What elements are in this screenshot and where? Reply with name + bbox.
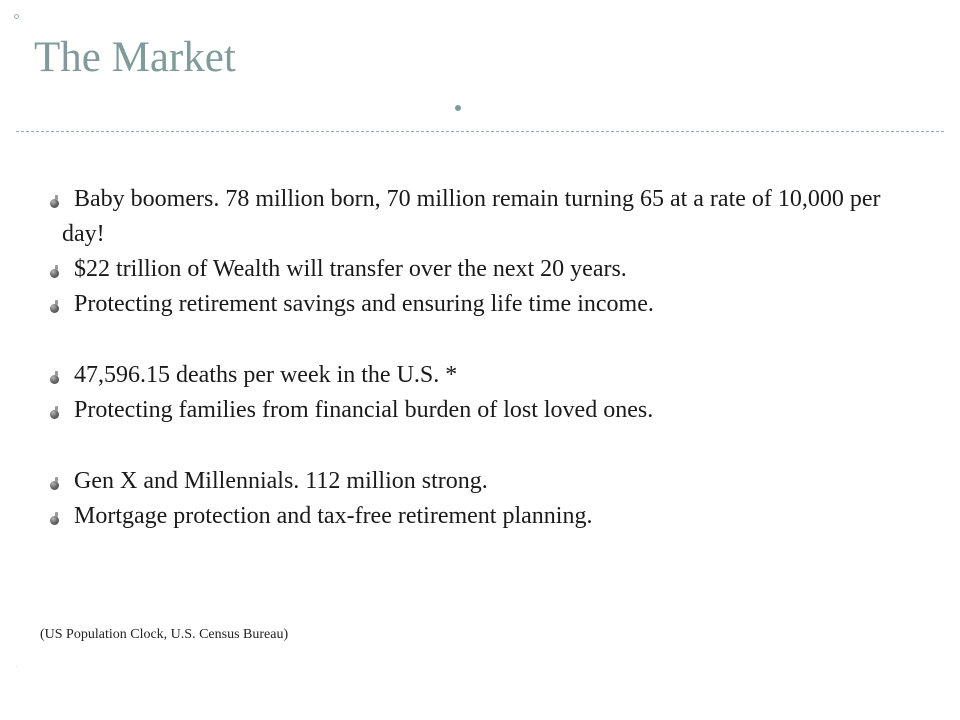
bullet-item [46,358,926,393]
sphere-bullet-icon [50,304,59,313]
sphere-bullet-icon [50,410,59,419]
sphere-bullet-icon [50,375,59,384]
bullet-item [46,499,926,534]
bullet-text: Mortgage protection and tax-free retirement planning. [74,503,593,529]
bullet-item [46,252,926,287]
group-spacer [46,428,926,464]
bullet-item [46,393,926,428]
sphere-bullet-icon [50,269,59,278]
sphere-bullet-icon [50,481,59,490]
bullet-content [46,182,926,534]
bullet-text: Protecting retirement savings and ensuring life time income. [74,291,654,317]
sphere-bullet-icon [50,516,59,525]
source-footnote: (US Population Clock, U.S. Census Bureau) [40,627,289,642]
bullet-text: Baby boomers. 78 million born, 70 million remain turning 65 at a rate of 10,000 per day! [62,186,881,247]
bottom-decoration [16,666,17,667]
bullet-item [46,287,926,322]
group-spacer [46,322,926,358]
sphere-bullet-icon [50,199,59,208]
bullet-item [46,464,926,499]
bullet-text: $22 trillion of Wealth will transfer over the next 20 years. [74,256,627,282]
bullet-text: 47,596.15 deaths per week in the U.S. * [74,362,458,388]
corner-decoration-icon [14,14,19,19]
bullet-text: Protecting families from financial burden of lost loved ones. [74,397,654,423]
title-divider [16,131,944,132]
slide-title: The Market [34,34,236,81]
title-dot-decoration [455,105,461,111]
bullet-item [46,182,926,252]
bullet-text: Gen X and Millennials. 112 million strong. [74,468,488,494]
